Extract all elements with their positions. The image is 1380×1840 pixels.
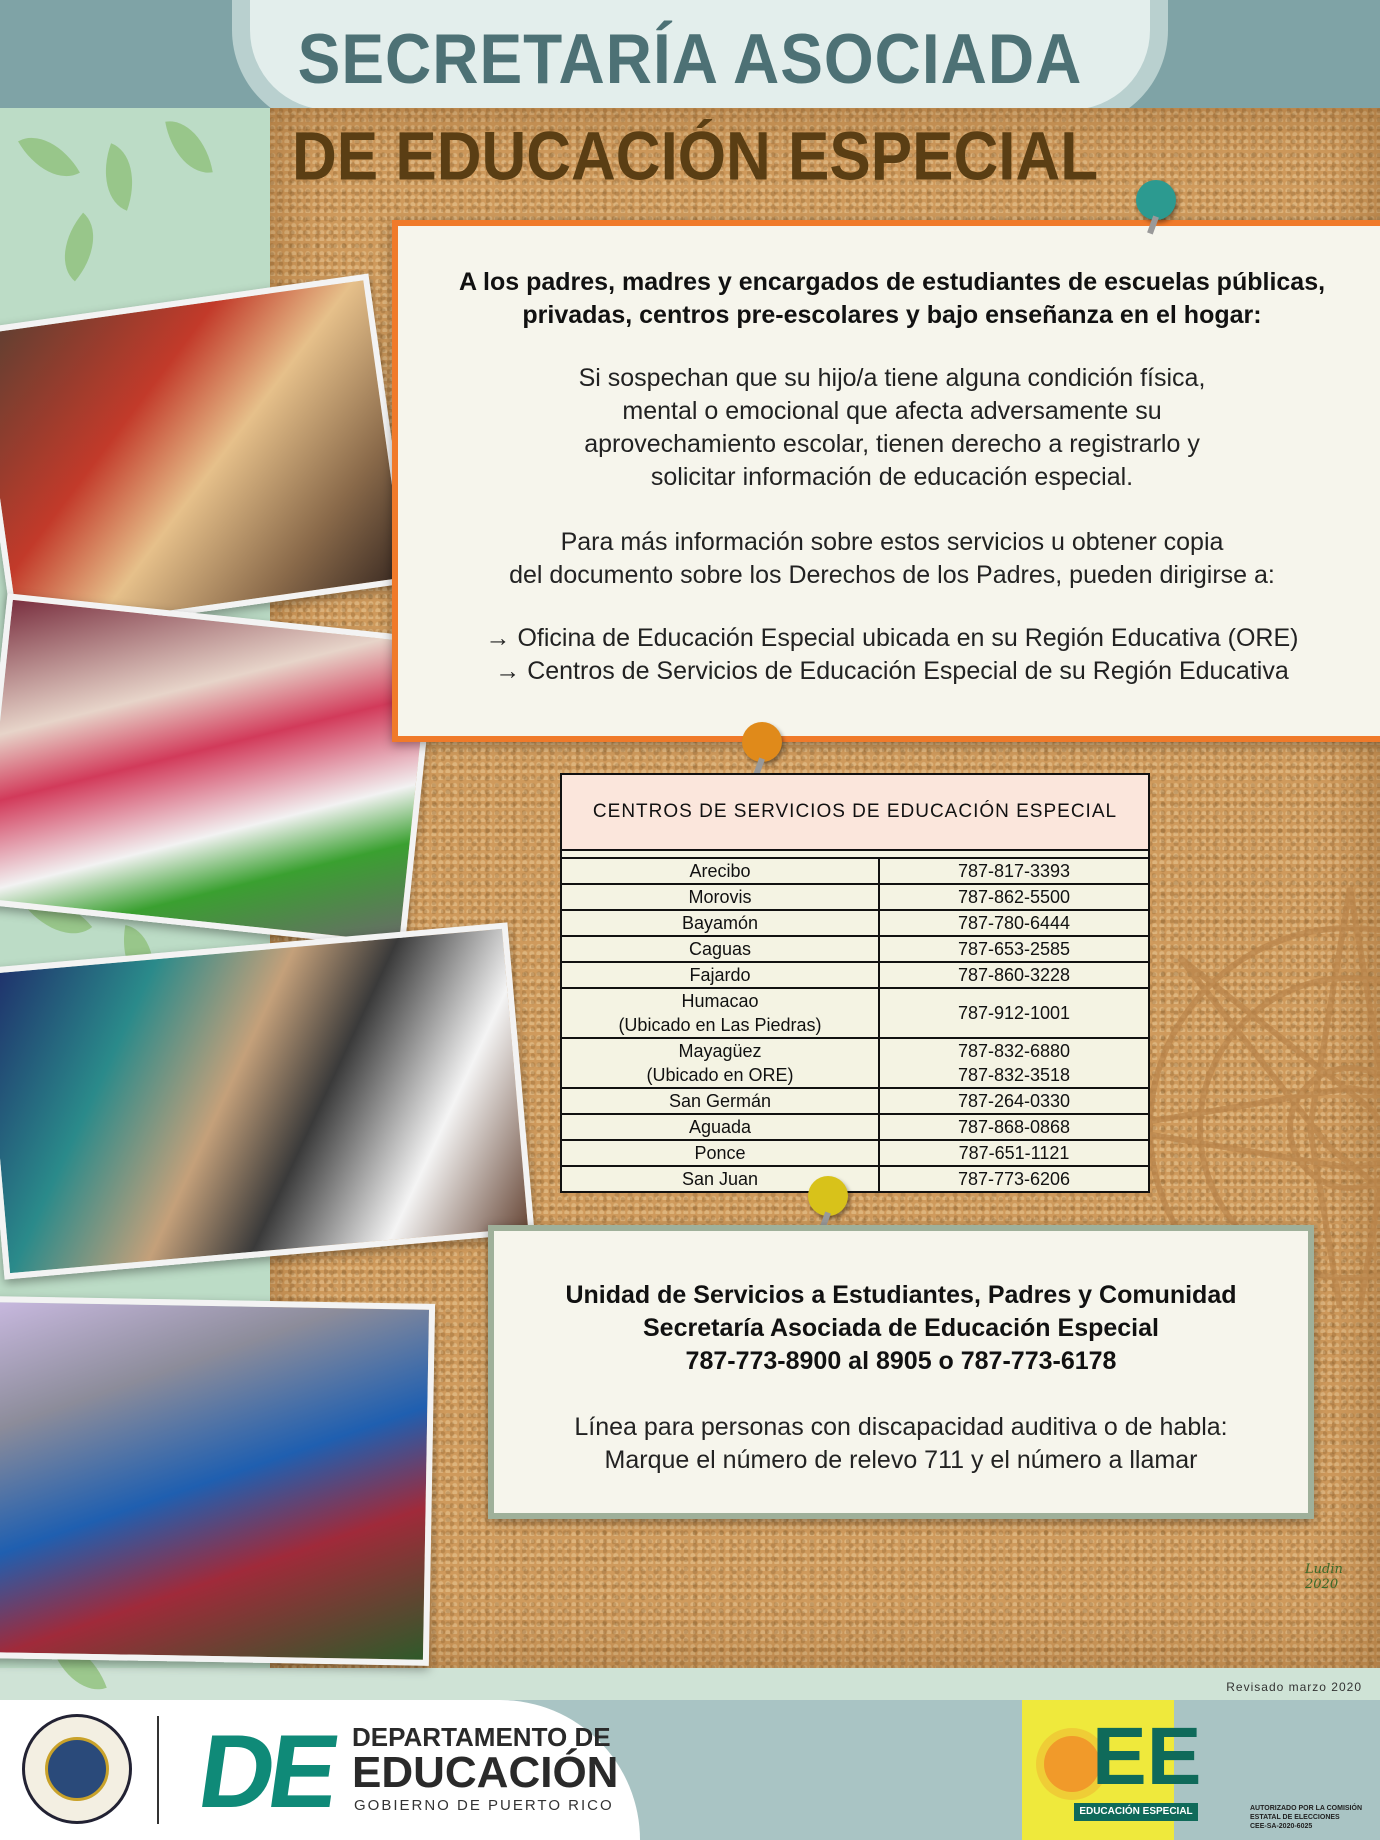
yellow-pushpin-icon (808, 1176, 848, 1216)
center-name: Bayamón (681, 913, 759, 933)
center-name-cell (562, 1039, 880, 1087)
leaf-icon (165, 115, 212, 179)
center-name: San Juan (681, 1169, 759, 1189)
center-name-cell (562, 885, 880, 909)
center-phone: 787-862-5500 (957, 887, 1071, 907)
center-name: San Germán (668, 1091, 772, 1111)
center-phone-cell (880, 1115, 1148, 1139)
table-row (562, 1167, 1148, 1191)
artist-signature: Ludin 2020 (1305, 1562, 1343, 1592)
center-name-cell (562, 911, 880, 935)
centers-table (560, 773, 1150, 1193)
revision-date: Revisado marzo 2020 (1226, 1680, 1362, 1694)
center-phone-alt: 787-832-3518 (957, 1065, 1071, 1085)
authorization-line: ESTATAL DE ELECCIONES (1250, 1814, 1340, 1821)
center-phone-cell (880, 1167, 1148, 1191)
election-authorization (1250, 1804, 1370, 1831)
ee-label: EDUCACIÓN ESPECIAL (1074, 1803, 1198, 1821)
notice-text-line: Si sospechan que su hijo/a tiene alguna condición física, (578, 364, 1206, 392)
authorization-line: AUTORIZADO POR LA COMISIÓN (1250, 1805, 1362, 1812)
table-row (562, 989, 1148, 1039)
notice-heading (398, 266, 1380, 332)
center-phone-cell (880, 1039, 1148, 1087)
center-name-cell (562, 989, 880, 1037)
photo-boy-puzzle (0, 274, 412, 639)
contact-office-name: Secretaría Asociada de Educación Especial (643, 1314, 1159, 1342)
center-phone-cell (880, 1089, 1148, 1113)
relay-text-line: Línea para personas con discapacidad auditiva o de habla: (574, 1413, 1228, 1441)
photo-girl-drawing (0, 593, 437, 948)
teal-pushpin-icon (1136, 180, 1176, 220)
notice-bullet: → Oficina de Educación Especial ubicada en su Región Educativa (ORE) (485, 624, 1299, 652)
leaf-icon (46, 213, 112, 282)
notice-text-line: Para más información sobre estos servicios u obtener copia (560, 528, 1224, 556)
page-subtitle: DE EDUCACIÓN ESPECIAL (292, 119, 1099, 195)
photo-girl-smiling (0, 1296, 435, 1666)
authorization-code: CEE-SA-2020-6025 (1250, 1823, 1313, 1830)
notice-text-line: mental o emocional que afecta adversamente su (622, 397, 1162, 425)
center-name: Caguas (688, 939, 752, 959)
table-row (562, 1115, 1148, 1141)
center-phone: 787-653-2585 (957, 939, 1071, 959)
table-row (562, 859, 1148, 885)
center-phone: 787-868-0868 (957, 1117, 1071, 1137)
center-name-cell (562, 1141, 880, 1165)
notice-text-line: aprovechamiento escolar, tienen derecho a registrarlo y (584, 430, 1200, 458)
center-name: Aguada (688, 1117, 752, 1137)
center-name-cell (562, 1089, 880, 1113)
center-name: Mayagüez (678, 1041, 762, 1061)
photo-classroom (0, 922, 535, 1279)
relay-info (494, 1411, 1308, 1477)
center-name-cell (562, 859, 880, 883)
leaf-icon (18, 122, 80, 191)
ee-letters: EE (1092, 1711, 1202, 1802)
table-row (562, 1039, 1148, 1089)
center-phone: 787-264-0330 (957, 1091, 1071, 1111)
notice-heading-line: A los padres, madres y encargados de estudiantes de escuelas públicas, (458, 268, 1326, 296)
notice-bullet: → Centros de Servicios de Educación Especial de su Región Educativa (495, 657, 1289, 685)
notice-text-line: del documento sobre los Derechos de los Padres, pueden dirigirse a: (509, 561, 1275, 589)
center-phone: 787-817-3393 (957, 861, 1071, 881)
educacion-especial-logo (1022, 1700, 1202, 1840)
center-phone: 787-832-6880 (957, 1041, 1071, 1061)
table-row (562, 937, 1148, 963)
notice-paragraph-2 (398, 526, 1380, 592)
notice-paragraph-1 (398, 362, 1380, 494)
centers-table-title: CENTROS DE SERVICIOS DE EDUCACIÓN ESPECIAL (562, 775, 1148, 851)
notice-bullets (398, 622, 1380, 688)
government-name: GOBIERNO DE PUERTO RICO (354, 1797, 614, 1814)
center-name-cell (562, 963, 880, 987)
relay-text-line: Marque el número de relevo 711 y el número a llamar (604, 1446, 1198, 1474)
contact-unit-name: Unidad de Servicios a Estudiantes, Padres y Comunidad (565, 1281, 1237, 1309)
center-name: Ponce (694, 1143, 746, 1163)
center-phone-cell (880, 859, 1148, 883)
department-name-line1: DEPARTAMENTO DE (352, 1722, 611, 1752)
center-location-note: (Ubicado en ORE) (646, 1065, 794, 1085)
page-title: SECRETARÍA ASOCIADA (297, 19, 1083, 99)
table-header-spacer (562, 851, 1148, 859)
puerto-rico-seal-icon (22, 1714, 132, 1824)
center-name-cell (562, 1115, 880, 1139)
notice-heading-line: privadas, centros pre-escolares y bajo enseñanza en el hogar: (522, 301, 1262, 329)
center-phone-cell (880, 911, 1148, 935)
center-phone: 787-651-1121 (958, 1143, 1070, 1163)
center-name: Humacao (681, 991, 759, 1011)
notice-text-line: solicitar información de educación especial. (650, 463, 1134, 491)
center-phone-cell (880, 1141, 1148, 1165)
seal-shield (45, 1737, 109, 1801)
de-logo: DE (191, 1714, 341, 1830)
footer-divider (157, 1716, 159, 1824)
table-row (562, 1141, 1148, 1167)
center-phone-cell (880, 885, 1148, 909)
center-name: Fajardo (689, 965, 751, 985)
center-name: Morovis (688, 887, 752, 907)
center-phone-cell (880, 963, 1148, 987)
parents-notice-card (392, 220, 1380, 742)
centers-table-body (562, 859, 1148, 1191)
orange-pushpin-icon (742, 722, 782, 762)
contact-card (488, 1225, 1314, 1519)
table-row (562, 963, 1148, 989)
department-name-line2: EDUCACIÓN (352, 1748, 619, 1797)
table-row (562, 1089, 1148, 1115)
center-name-cell (562, 937, 880, 961)
table-row (562, 885, 1148, 911)
leaf-icon (91, 143, 147, 210)
contact-heading (494, 1279, 1308, 1378)
center-name: Arecibo (689, 861, 751, 881)
table-row (562, 911, 1148, 937)
center-phone-cell (880, 989, 1148, 1037)
center-phone-cell (880, 937, 1148, 961)
center-phone: 787-773-6206 (957, 1169, 1071, 1189)
center-phone: 787-912-1001 (957, 1003, 1071, 1023)
center-location-note: (Ubicado en Las Piedras) (618, 1015, 822, 1035)
center-phone: 787-860-3228 (957, 965, 1071, 985)
contact-phone-numbers: 787-773-8900 al 8905 o 787-773-6178 (685, 1347, 1117, 1375)
center-phone: 787-780-6444 (957, 913, 1071, 933)
